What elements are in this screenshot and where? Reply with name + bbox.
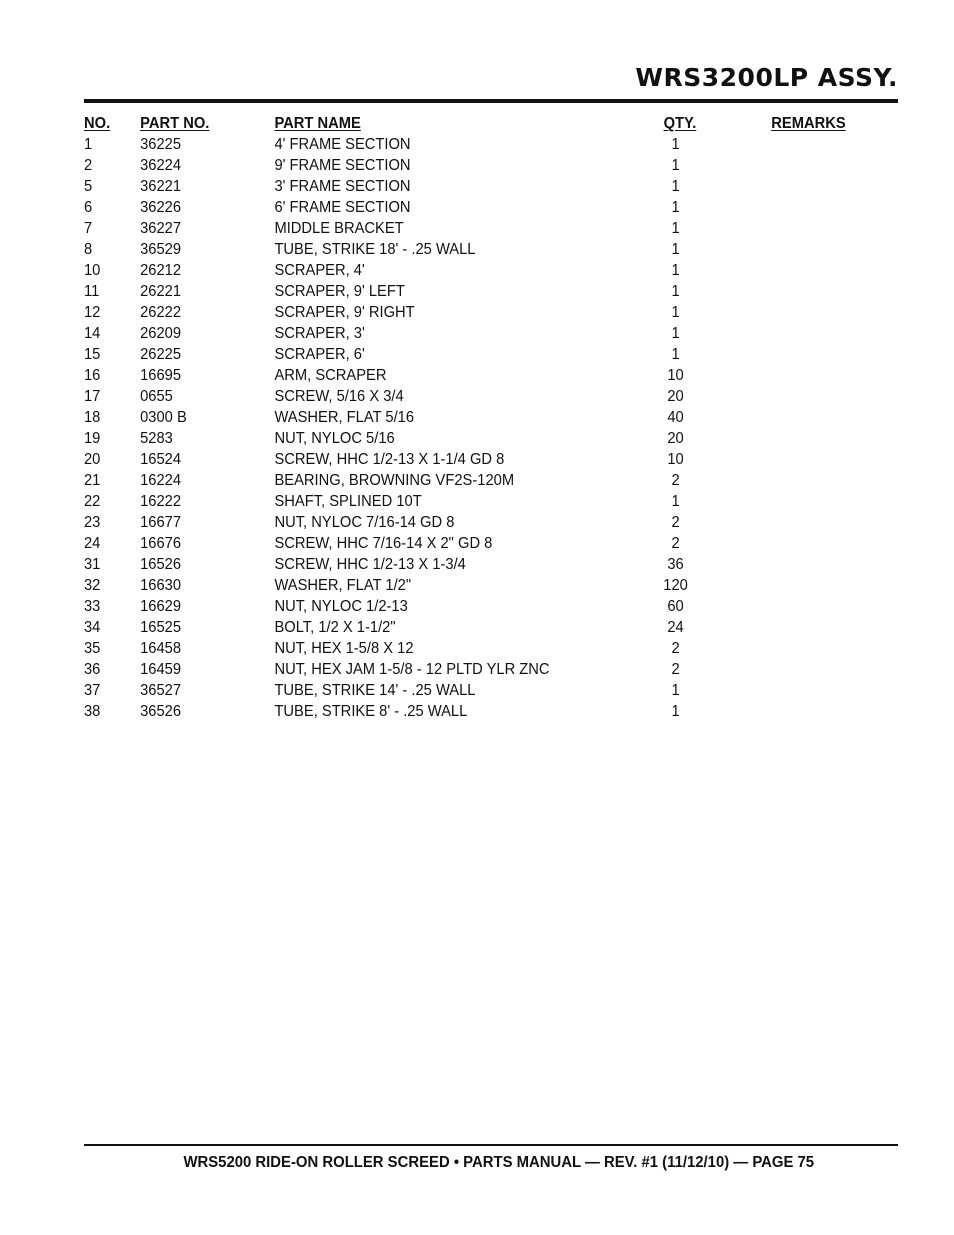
cell-part-name: 4' FRAME SECTION <box>274 136 411 153</box>
table-row <box>84 134 833 155</box>
cell-part-no: 36225 <box>140 136 182 153</box>
cell-no: 19 <box>84 430 101 447</box>
cell-part-name: TUBE, STRIKE 8' - .25 WALL <box>274 703 468 720</box>
cell-part-name: SCRAPER, 9' RIGHT <box>274 304 415 321</box>
table-row <box>84 176 833 197</box>
cell-qty: 1 <box>671 304 680 321</box>
cell-no: 22 <box>84 493 101 510</box>
cell-part-no: 0300 B <box>140 409 187 426</box>
header-qty: QTY. <box>663 115 697 132</box>
cell-part-no: 36527 <box>140 682 182 699</box>
cell-no: 23 <box>84 514 101 531</box>
table-row <box>84 491 833 512</box>
cell-part-name: 3' FRAME SECTION <box>274 178 411 195</box>
cell-part-no: 26225 <box>140 346 182 363</box>
table-row <box>84 701 833 722</box>
cell-no: 20 <box>84 451 101 468</box>
parts-list-table <box>84 113 846 722</box>
cell-no: 36 <box>84 661 101 678</box>
cell-qty: 36 <box>667 556 684 573</box>
cell-part-name: WASHER, FLAT 5/16 <box>274 409 415 426</box>
cell-part-no: 16630 <box>140 577 182 594</box>
header-part-no: PART NO. <box>140 115 210 132</box>
cell-qty: 2 <box>671 472 680 489</box>
cell-part-name: SCREW, HHC 7/16-14 X 2" GD 8 <box>274 535 493 552</box>
table-row <box>84 680 833 701</box>
cell-qty: 24 <box>667 619 684 636</box>
cell-no: 6 <box>84 199 93 216</box>
cell-no: 31 <box>84 556 101 573</box>
table-row <box>84 386 833 407</box>
table-row <box>84 197 833 218</box>
cell-qty: 1 <box>671 703 680 720</box>
cell-no: 17 <box>84 388 101 405</box>
table-row <box>84 260 833 281</box>
cell-part-no: 26221 <box>140 283 182 300</box>
table-row <box>84 239 833 260</box>
cell-part-no: 16525 <box>140 619 182 636</box>
header-no: NO. <box>84 115 111 132</box>
cell-part-name: SCRAPER, 3' <box>274 325 365 342</box>
cell-qty: 1 <box>671 262 680 279</box>
cell-qty: 1 <box>671 493 680 510</box>
cell-part-no: 16526 <box>140 556 182 573</box>
cell-part-name: SCRAPER, 6' <box>274 346 365 363</box>
cell-qty: 1 <box>671 157 680 174</box>
cell-qty: 2 <box>671 514 680 531</box>
cell-part-name: SCRAPER, 9' LEFT <box>274 283 405 300</box>
cell-part-name: NUT, NYLOC 1/2-13 <box>274 598 408 615</box>
cell-no: 2 <box>84 157 93 174</box>
cell-no: 38 <box>84 703 101 720</box>
cell-part-name: SCREW, HHC 1/2-13 X 1-3/4 <box>274 556 466 573</box>
cell-part-no: 16458 <box>140 640 182 657</box>
table-row <box>84 323 833 344</box>
cell-part-name: ARM, SCRAPER <box>274 367 387 384</box>
cell-part-name: NUT, HEX 1-5/8 X 12 <box>274 640 414 657</box>
cell-part-no: 26222 <box>140 304 182 321</box>
page-footer: WRS5200 RIDE-ON ROLLER SCREED • PARTS MANUAL — REV. #1 (11/12/10) — PAGE 75 <box>183 1154 814 1171</box>
cell-no: 10 <box>84 262 101 279</box>
cell-part-no: 36529 <box>140 241 182 258</box>
cell-no: 7 <box>84 220 93 237</box>
cell-qty: 20 <box>667 388 684 405</box>
table-row <box>84 617 833 638</box>
cell-qty: 2 <box>671 640 680 657</box>
cell-part-name: 6' FRAME SECTION <box>274 199 411 216</box>
cell-qty: 1 <box>671 346 680 363</box>
cell-qty: 1 <box>671 283 680 300</box>
cell-part-no: 16224 <box>140 472 182 489</box>
table-row <box>84 512 833 533</box>
cell-part-no: 16695 <box>140 367 182 384</box>
cell-part-name: NUT, NYLOC 7/16-14 GD 8 <box>274 514 455 531</box>
cell-part-no: 16629 <box>140 598 182 615</box>
cell-part-no: 16459 <box>140 661 182 678</box>
cell-qty: 1 <box>671 136 680 153</box>
cell-part-no: 16677 <box>140 514 182 531</box>
cell-part-name: TUBE, STRIKE 14' - .25 WALL <box>274 682 476 699</box>
cell-part-no: 16222 <box>140 493 182 510</box>
table-row <box>84 638 833 659</box>
table-row <box>84 596 833 617</box>
cell-part-no: 16676 <box>140 535 182 552</box>
cell-part-no: 36226 <box>140 199 182 216</box>
cell-part-name: MIDDLE BRACKET <box>274 220 404 237</box>
cell-no: 11 <box>84 283 100 300</box>
table-row <box>84 302 833 323</box>
cell-no: 15 <box>84 346 101 363</box>
cell-qty: 1 <box>671 199 680 216</box>
cell-part-no: 16524 <box>140 451 182 468</box>
cell-qty: 120 <box>663 577 688 594</box>
cell-part-no: 0655 <box>140 388 173 405</box>
cell-qty: 1 <box>671 325 680 342</box>
cell-qty: 40 <box>667 409 684 426</box>
cell-qty: 2 <box>671 535 680 552</box>
header-remarks: REMARKS <box>771 115 846 132</box>
table-header-row <box>84 113 846 134</box>
header-part-name: PART NAME <box>274 115 361 132</box>
cell-part-name: 9' FRAME SECTION <box>274 157 411 174</box>
cell-qty: 1 <box>671 241 680 258</box>
table-row <box>84 575 833 596</box>
cell-qty: 10 <box>667 451 684 468</box>
table-row <box>84 407 833 428</box>
bottom-divider <box>84 1144 898 1146</box>
table-row <box>84 554 833 575</box>
cell-no: 1 <box>84 136 93 153</box>
cell-qty: 1 <box>671 220 680 237</box>
cell-part-name: TUBE, STRIKE 18' - .25 WALL <box>274 241 476 258</box>
cell-part-name: NUT, NYLOC 5/16 <box>274 430 395 447</box>
table-row <box>84 470 833 491</box>
page-title: WRS3200LP ASSY. <box>635 63 898 92</box>
cell-qty: 1 <box>671 178 680 195</box>
cell-no: 16 <box>84 367 101 384</box>
cell-part-no: 26209 <box>140 325 182 342</box>
table-row <box>84 344 833 365</box>
cell-no: 37 <box>84 682 101 699</box>
cell-part-name: SHAFT, SPLINED 10T <box>274 493 422 510</box>
cell-no: 18 <box>84 409 101 426</box>
table-row <box>84 155 833 176</box>
table-row <box>84 449 833 470</box>
table-row <box>84 365 833 386</box>
cell-no: 24 <box>84 535 101 552</box>
top-divider <box>84 99 898 103</box>
cell-no: 14 <box>84 325 101 342</box>
cell-part-no: 36227 <box>140 220 182 237</box>
cell-no: 8 <box>84 241 93 258</box>
cell-qty: 2 <box>671 661 680 678</box>
cell-part-name: BEARING, BROWNING VF2S-120M <box>274 472 515 489</box>
cell-part-no: 36221 <box>140 178 182 195</box>
table-row <box>84 533 833 554</box>
table-row <box>84 218 833 239</box>
cell-qty: 10 <box>667 367 684 384</box>
cell-part-name: SCREW, HHC 1/2-13 X 1-1/4 GD 8 <box>274 451 505 468</box>
table-row <box>84 428 833 449</box>
cell-part-no: 36224 <box>140 157 182 174</box>
cell-part-name: SCREW, 5/16 X 3/4 <box>274 388 404 405</box>
cell-part-name: BOLT, 1/2 X 1-1/2" <box>274 619 396 636</box>
cell-part-no: 36526 <box>140 703 182 720</box>
table-row <box>84 659 833 680</box>
cell-no: 33 <box>84 598 101 615</box>
cell-qty: 1 <box>671 682 680 699</box>
cell-part-name: NUT, HEX JAM 1-5/8 - 12 PLTD YLR ZNC <box>274 661 550 678</box>
cell-part-no: 26212 <box>140 262 182 279</box>
cell-part-name: WASHER, FLAT 1/2" <box>274 577 412 594</box>
cell-no: 12 <box>84 304 101 321</box>
cell-no: 34 <box>84 619 101 636</box>
cell-no: 21 <box>84 472 101 489</box>
cell-part-name: SCRAPER, 4' <box>274 262 365 279</box>
cell-qty: 20 <box>667 430 684 447</box>
cell-part-no: 5283 <box>140 430 173 447</box>
cell-qty: 60 <box>667 598 684 615</box>
table-row <box>84 281 833 302</box>
cell-no: 32 <box>84 577 101 594</box>
cell-no: 35 <box>84 640 101 657</box>
cell-no: 5 <box>84 178 93 195</box>
